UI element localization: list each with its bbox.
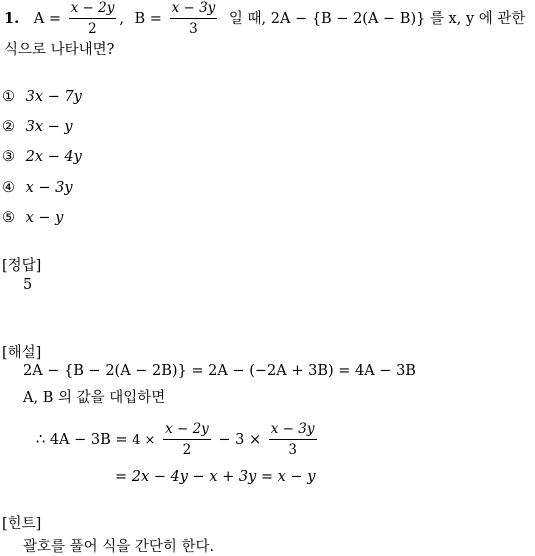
choice-1[interactable] <box>2 89 82 105</box>
answer-value: 5 <box>23 277 33 293</box>
fraction-a <box>69 2 117 36</box>
choice-marker: ① <box>2 89 15 105</box>
calc-fraction-1 <box>163 423 211 457</box>
calculation-line-1 <box>36 423 320 457</box>
choice-marker: ⑤ <box>2 210 15 226</box>
choice-4[interactable] <box>2 180 73 196</box>
choice-marker: ② <box>2 119 15 135</box>
calc-fraction-1-denominator: 2 <box>182 441 192 458</box>
question-number: 1. <box>4 10 20 27</box>
choice-5[interactable] <box>2 210 63 226</box>
calc-mid: − 3 × <box>218 432 262 448</box>
explanation-line-1: 2A − {B − 2(A − 2B)} = 2A − (−2A + 3B) = 4A − 3B <box>23 363 416 379</box>
fraction-a-numerator: x − 2y <box>69 2 117 19</box>
hint-text: 괄호를 풀어 식을 간단히 한다. <box>23 539 215 555</box>
choice-text: 3x − 7y <box>25 89 82 105</box>
choice-marker: ③ <box>2 149 15 165</box>
calc-fraction-2-denominator: 3 <box>288 441 297 458</box>
answer-heading: [정답] <box>2 258 42 274</box>
question-stem: 일 때, 2A − {B − 2(A − B)} 를 x, y 에 관한 <box>228 11 526 27</box>
choice-marker: ④ <box>2 180 15 196</box>
choice-text: x − 3y <box>25 180 73 196</box>
comma: , <box>119 11 124 27</box>
question-line-1 <box>4 2 525 36</box>
hint-heading: [힌트] <box>2 516 42 532</box>
choice-text: 2x − 4y <box>25 149 82 165</box>
calculation-line-2: = 2x − 4y − x + 3y = x − y <box>115 469 316 485</box>
calc-fraction-1-numerator: x − 2y <box>163 423 211 440</box>
fraction-b <box>170 2 218 36</box>
choice-2[interactable] <box>2 119 73 135</box>
fraction-a-denominator: 2 <box>88 20 97 37</box>
choice-text: 3x − y <box>25 119 73 135</box>
choice-3[interactable] <box>2 149 82 165</box>
calc-coef-1: 4 × <box>132 433 156 448</box>
question-line-2: 식으로 나타내면? <box>4 42 115 58</box>
var-b-label: B = <box>134 11 162 27</box>
fraction-b-numerator: x − 3y <box>170 2 218 19</box>
calc-fraction-2 <box>269 423 317 457</box>
choice-text: x − y <box>25 210 64 226</box>
explanation-line-2: A, B 의 값을 대입하면 <box>23 390 166 406</box>
calc-lhs: ∴ 4A − 3B = <box>36 432 128 448</box>
fraction-b-denominator: 3 <box>189 20 198 37</box>
explanation-heading: [해설] <box>2 345 42 361</box>
var-a-label: A = <box>33 11 61 27</box>
calc-fraction-2-numerator: x − 3y <box>269 423 317 440</box>
